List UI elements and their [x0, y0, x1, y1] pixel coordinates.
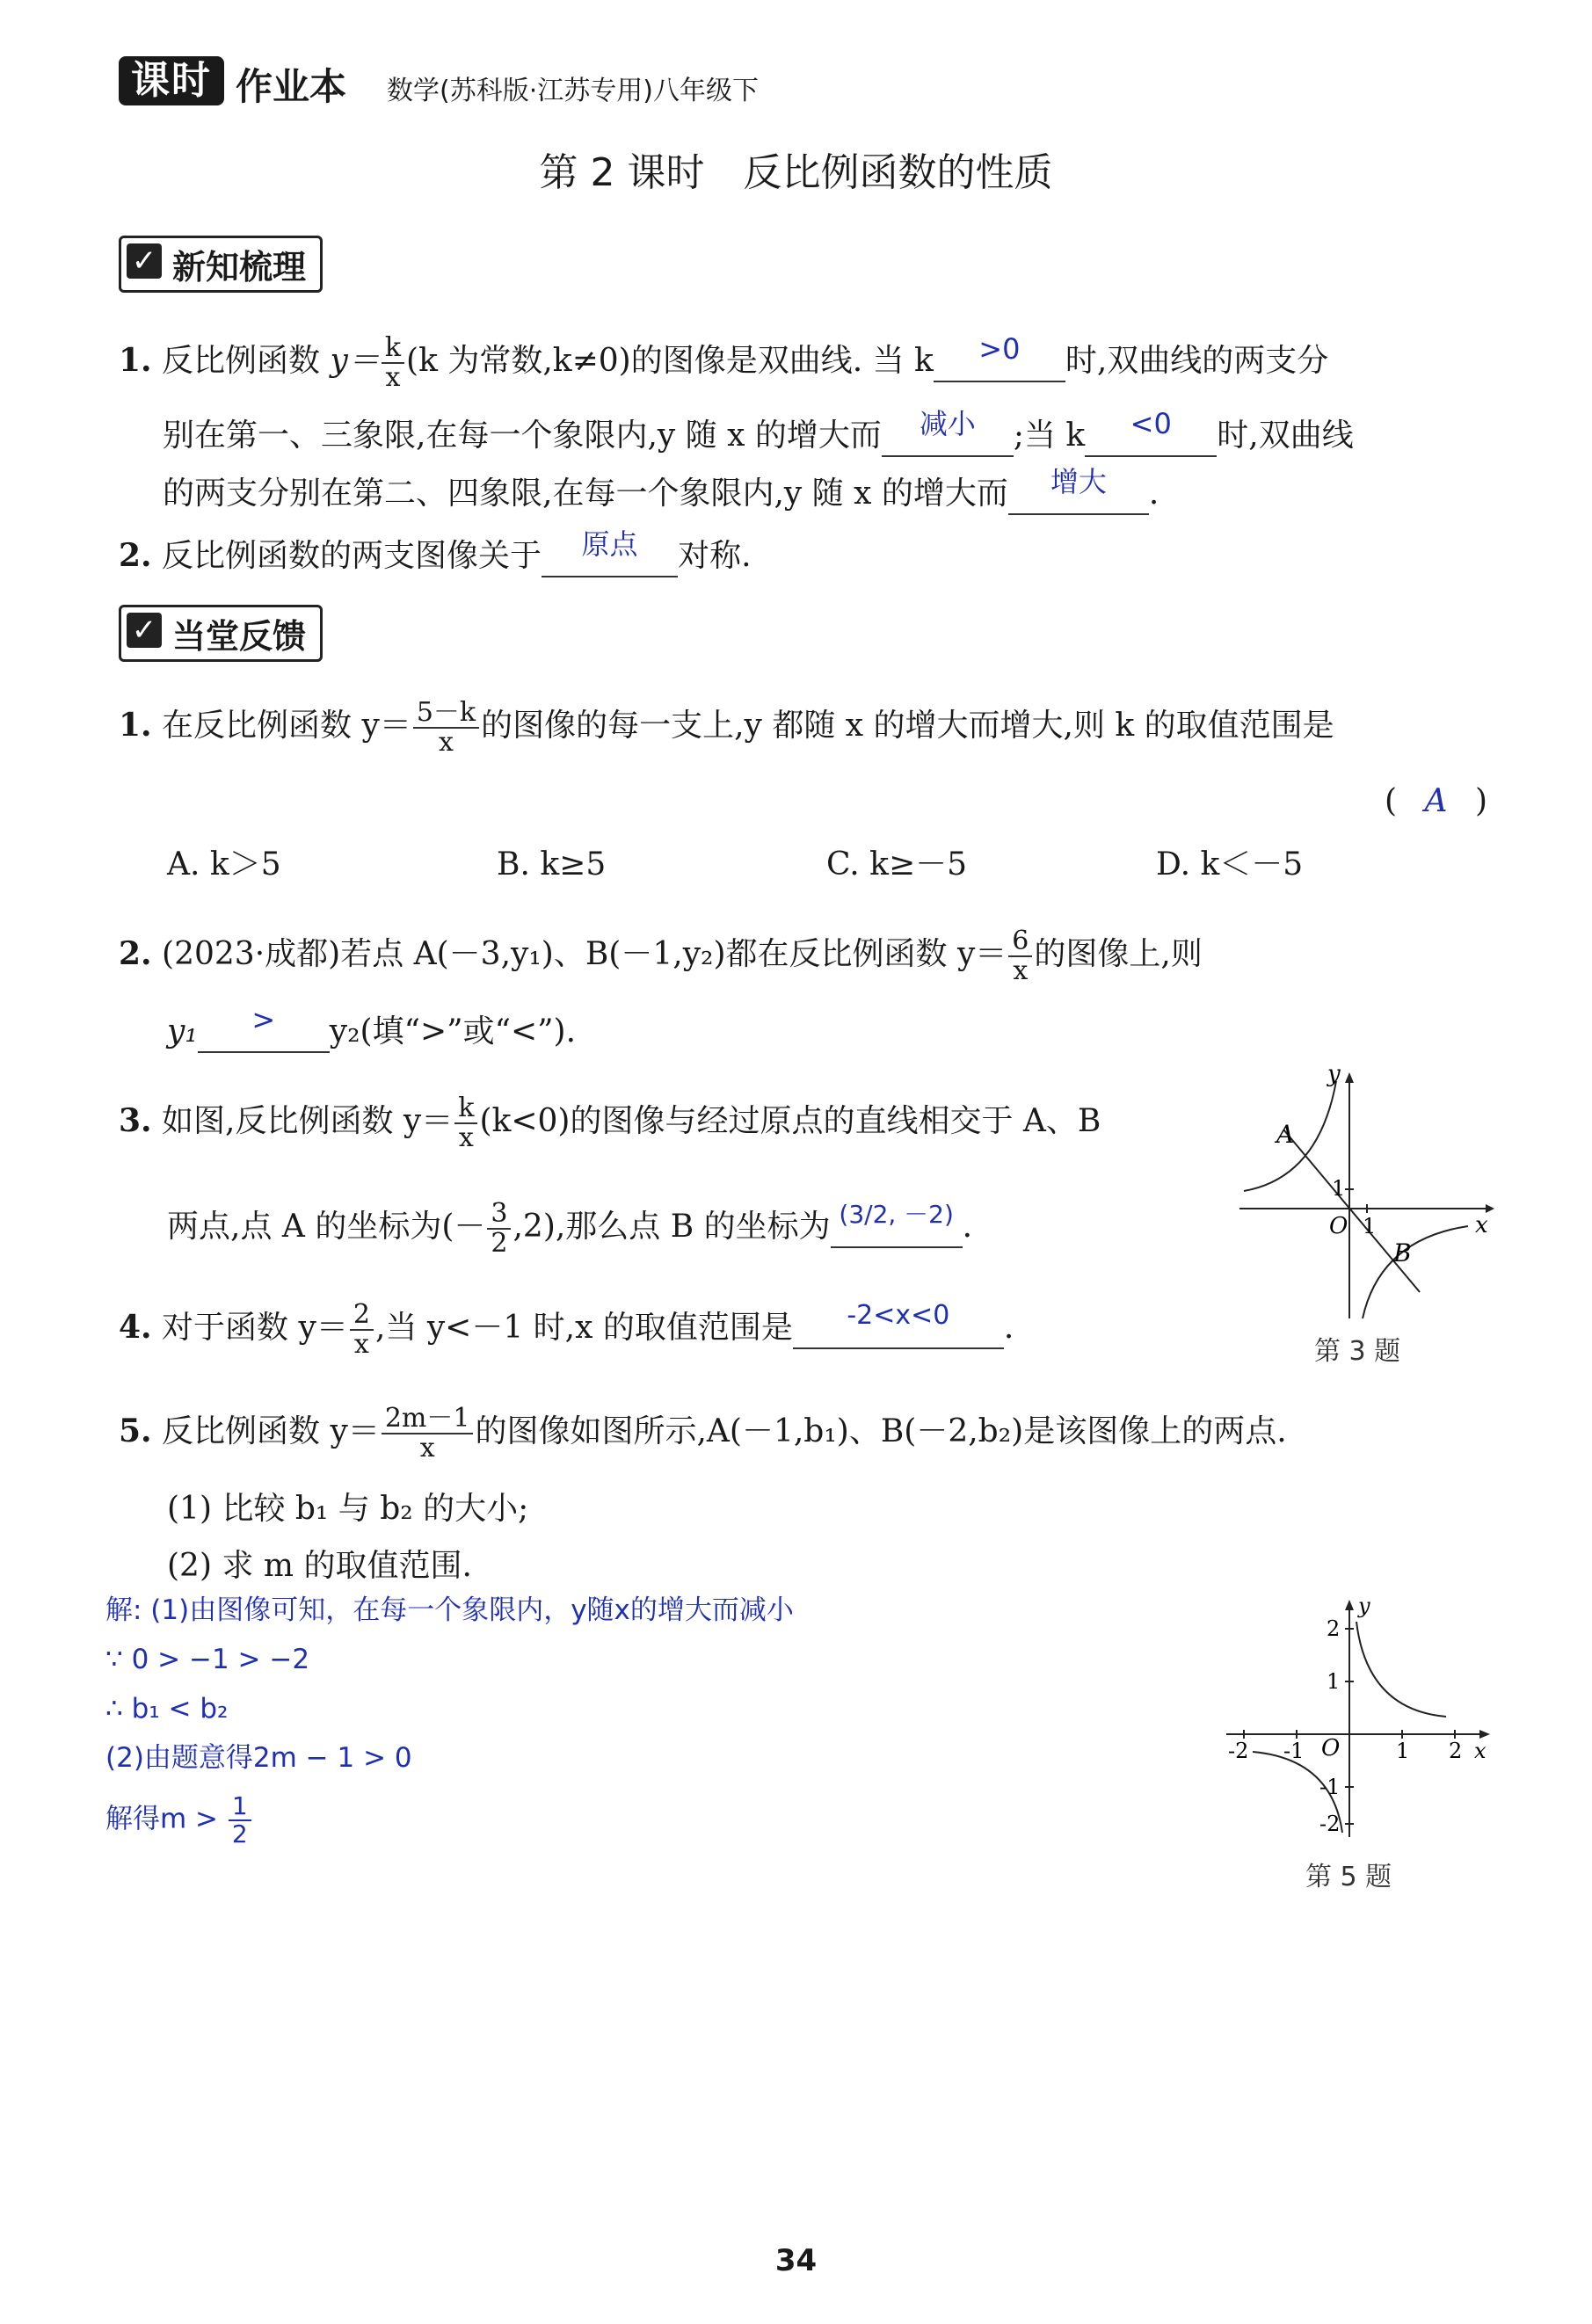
question-text: y₂(填“>”或“<”). — [329, 1013, 577, 1049]
series-logo: 课时 — [119, 56, 224, 105]
fraction: $\frac{2}{x}$ — [350, 1301, 374, 1359]
section-label: 当堂反馈 — [172, 617, 307, 656]
fb-q1-options — [167, 846, 1486, 884]
question-text: 如图,反比例函数 y＝ — [162, 1103, 454, 1139]
figure-3-caption: 第 3 题 — [1314, 1336, 1401, 1367]
section-new-knowledge — [119, 236, 323, 293]
answer-blank: 增大 — [1008, 475, 1149, 515]
tick-y-1: 1 — [1327, 1669, 1341, 1694]
label-tick-x-1: 1 — [1363, 1214, 1377, 1238]
tick-x-2: 2 — [1449, 1739, 1463, 1763]
question-text: 时,双曲线 — [1217, 418, 1354, 454]
question-text: 反比例函数的两支图像关于 — [162, 538, 542, 574]
solution-line5: 解得m > $\frac{1}{2}$ — [105, 1793, 253, 1848]
question-number: 3. — [119, 1102, 152, 1139]
label-point-a: A — [1276, 1120, 1295, 1149]
fb-q3-line1 — [119, 1094, 1101, 1152]
question-text: . — [1148, 476, 1159, 512]
fraction: $\frac{k}{x}$ — [382, 334, 404, 392]
fb-q1-line1 — [119, 699, 1334, 757]
question-text: 对称. — [678, 538, 752, 574]
solution-line3: ∴ b₁ < b₂ — [105, 1693, 229, 1725]
line-through-origin — [1283, 1129, 1420, 1292]
figure-5-caption: 第 5 题 — [1305, 1862, 1392, 1892]
question-number: 4. — [119, 1309, 152, 1346]
fraction: $\frac{2m-1}{x}$ — [382, 1405, 474, 1463]
fb-q2-line1 — [119, 927, 1203, 985]
question-text: (k 为常数,k≠0)的图像是双曲线. 当 k — [406, 343, 934, 379]
question-text: (k<0)的图像与经过原点的直线相交于 A、B — [479, 1103, 1101, 1139]
fb-q2-line2: y₁ > y₂(填“>”或“<”). — [167, 1013, 576, 1053]
tick-x-1: 1 — [1396, 1739, 1410, 1763]
answer-blank: 原点 — [542, 537, 678, 577]
solution-line4: (2)由题意得2m − 1 > 0 — [105, 1742, 412, 1774]
tick-y-2: 2 — [1327, 1616, 1341, 1641]
new-q1-line3 — [163, 465, 1159, 515]
fraction: $\frac{3}{2}$ — [487, 1200, 511, 1258]
answer-blank: > — [198, 1013, 330, 1053]
question-text: 的图像的每一支上,y 都随 x 的增大而增大,则 k 的取值范围是 — [481, 708, 1334, 744]
choice-answer: A — [1424, 783, 1448, 819]
answer-blank: (3/2, －2) — [831, 1208, 963, 1248]
tick-y-neg1: -1 — [1319, 1775, 1341, 1799]
label-y: y — [1358, 1595, 1370, 1618]
section-class-feedback — [119, 605, 323, 662]
question-text: 对于函数 y＝ — [162, 1310, 348, 1346]
fraction: $\frac{k}{x}$ — [454, 1094, 477, 1152]
label-tick-y-1: 1 — [1332, 1176, 1346, 1201]
question-number: 2. — [119, 537, 152, 574]
answer-blank: -2<x<0 — [793, 1309, 1004, 1349]
question-text: 的两支分别在第二、四象限,在每一个象限内,y 随 x 的增大而 — [163, 476, 1008, 512]
tick-x-neg2: -2 — [1228, 1739, 1249, 1763]
question-number: 1. — [119, 707, 152, 744]
label-x: x — [1474, 1739, 1487, 1763]
question-text: 的图像如图所示,A(－1,b₁)、B(－2,b₂)是该图像上的两点. — [475, 1413, 1287, 1449]
question-text: 在反比例函数 y＝ — [162, 708, 411, 744]
label-origin: O — [1321, 1735, 1341, 1761]
section-label: 新知梳理 — [172, 248, 307, 287]
page-number: 34 — [774, 2243, 818, 2278]
fb-q5-part1: (1) 比较 b₁ 与 b₂ 的大小; — [167, 1491, 529, 1527]
figure-3 — [1231, 1064, 1503, 1327]
label-y: y — [1327, 1064, 1341, 1087]
new-q2 — [119, 527, 752, 577]
book-name: 作业本 — [236, 65, 347, 108]
hyperbola-branch-q4 — [1363, 1226, 1468, 1318]
label-point-b: B — [1393, 1238, 1412, 1267]
question-text: ,2),那么点 B 的坐标为 — [512, 1209, 831, 1245]
tick-y-neg2: -2 — [1319, 1812, 1341, 1836]
question-text: 别在第一、三象限,在每一个象限内,y 随 x 的增大而 — [163, 418, 882, 454]
option-a: A. k＞5 — [167, 846, 281, 882]
fb-q4: 4. 对于函数 y＝ $\frac{2}{x}$ ,当 y<－1 时,x 的取值范围是 -2<x<0 . — [119, 1299, 1014, 1360]
fb-q1-answer-paren: ( A ) — [1385, 783, 1487, 819]
hyperbola-branch-q1 — [1356, 1622, 1446, 1717]
question-number: 2. — [119, 935, 152, 972]
fraction: $\frac{6}{x}$ — [1008, 927, 1032, 985]
page-title: 第 2 课时 反比例函数的性质 — [539, 150, 1053, 195]
question-text: ;当 k — [1013, 418, 1086, 454]
fraction: $\frac{5-k}{x}$ — [413, 699, 479, 757]
checkbox-icon: ✓ — [127, 243, 162, 279]
checkbox-icon: ✓ — [127, 613, 162, 648]
question-text: 反比例函数 y＝ — [162, 1413, 380, 1449]
question-text: ,当 y<－1 时,x 的取值范围是 — [374, 1310, 793, 1346]
fb-q5 — [119, 1405, 1287, 1463]
question-text: 反比例函数 — [162, 343, 331, 379]
answer-blank: 减小 — [882, 417, 1014, 457]
tick-x-neg1: -1 — [1283, 1739, 1305, 1763]
option-b: B. k≥5 — [497, 846, 607, 882]
question-text: 时,双曲线的两支分 — [1065, 343, 1329, 379]
y-axis-arrow-icon — [1345, 1600, 1354, 1610]
fb-q5-part2: (2) 求 m 的取值范围. — [167, 1548, 472, 1584]
question-text: 的图像上,则 — [1034, 936, 1203, 972]
label-x: x — [1475, 1212, 1488, 1238]
solution-line1: 解: (1)由图像可知，在每一个象限内，y随x的增大而减小 — [105, 1594, 794, 1626]
y-axis-arrow-icon — [1345, 1072, 1354, 1083]
figure-5 — [1218, 1595, 1499, 1841]
answer-blank: <0 — [1085, 417, 1217, 457]
option-c: C. k≥－5 — [826, 846, 968, 882]
question-text: 两点,点 A 的坐标为(－ — [167, 1209, 486, 1245]
x-axis-arrow-icon — [1479, 1730, 1490, 1739]
fb-q3-line2: 两点,点 A 的坐标为(－ $\frac{3}{2}$ ,2),那么点 B 的坐标为 (3/2, －2) . — [167, 1198, 973, 1259]
book-subject: 数学(苏科版·江苏专用)八年级下 — [387, 76, 759, 106]
new-q1-line2 — [163, 407, 1354, 457]
solution-line2: ∵ 0 > −1 > −2 — [105, 1644, 310, 1675]
math-y: y＝ — [330, 343, 380, 379]
question-number: 5. — [119, 1413, 152, 1449]
answer-blank: >0 — [934, 342, 1065, 382]
question-number: 1. — [119, 342, 152, 379]
question-text: (2023·成都)若点 A(－3,y₁)、B(－1,y₂)都在反比例函数 y＝ — [162, 936, 1007, 972]
option-d: D. k＜－5 — [1156, 846, 1304, 882]
new-q1-line1 — [119, 334, 1328, 392]
label-origin: O — [1329, 1213, 1348, 1239]
